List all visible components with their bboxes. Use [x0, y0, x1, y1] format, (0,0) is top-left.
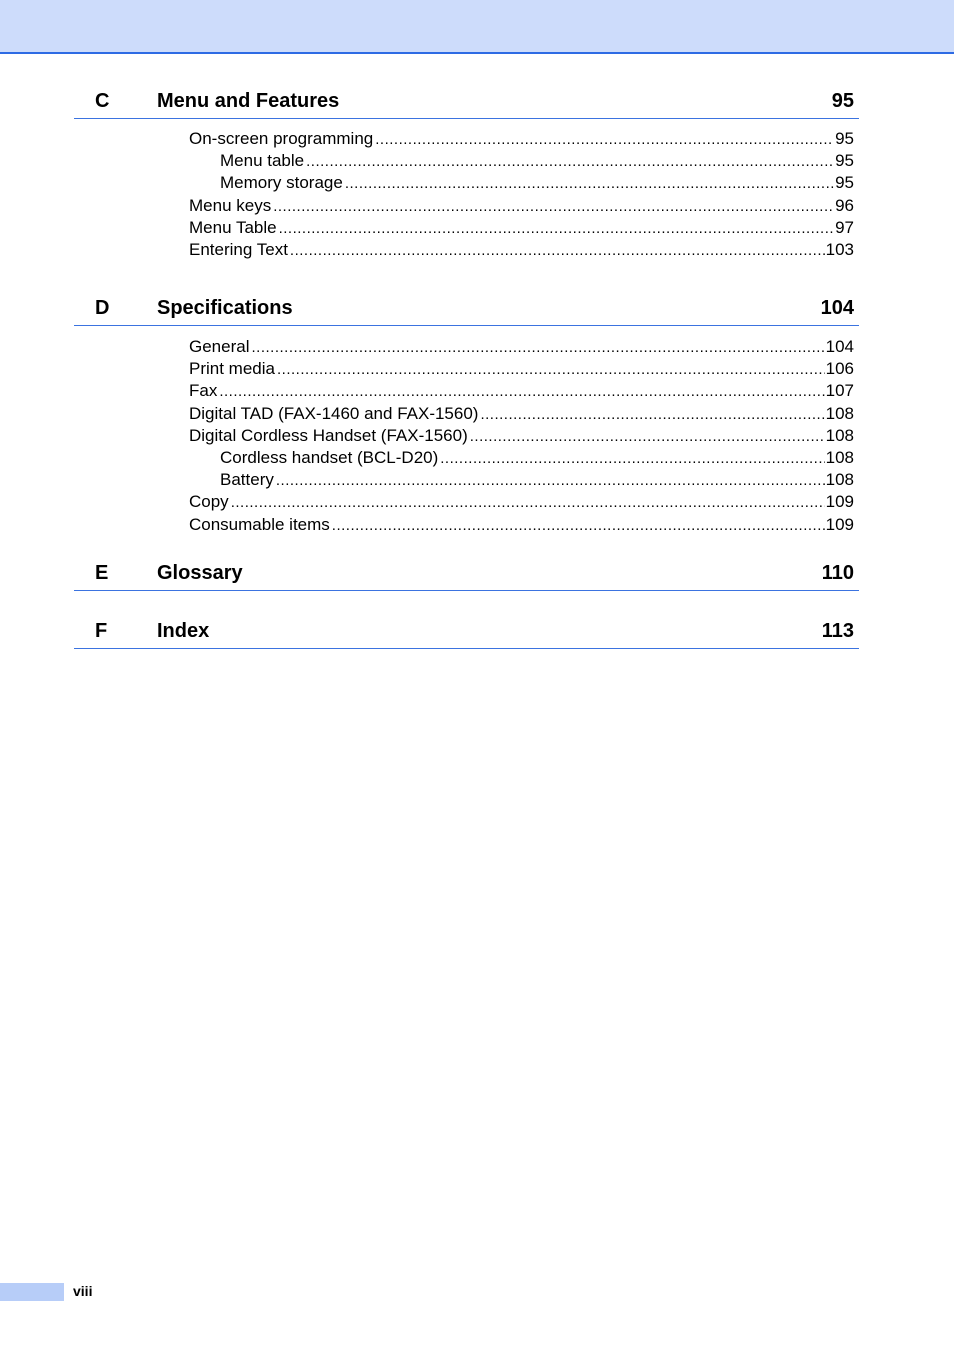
chapter-letter: E	[95, 562, 109, 584]
chapter-letter: F	[95, 620, 108, 642]
entry-page: 95	[835, 173, 854, 193]
chapter-page: 104	[820, 297, 854, 319]
dot-leader	[231, 492, 825, 513]
chapter-entries	[74, 326, 859, 557]
dot-leader	[276, 470, 825, 491]
entry-title: Cordless handset (BCL-D20)	[220, 447, 439, 467]
entry-title: Consumable items	[189, 514, 330, 534]
entry-title: Digital Cordless Handset (FAX-1560)	[189, 425, 468, 445]
entry-title: Menu keys	[189, 195, 272, 215]
toc-entry[interactable]	[189, 403, 854, 425]
chapter-letter: C	[95, 90, 110, 112]
entry-page: 109	[825, 492, 854, 512]
chapter-entries	[74, 119, 859, 279]
entry-title: Menu table	[220, 151, 305, 171]
toc-entry[interactable]	[220, 150, 854, 172]
dot-leader	[277, 359, 825, 380]
entry-page: 106	[825, 359, 854, 379]
entry-page: 109	[825, 514, 854, 534]
entry-page: 95	[835, 151, 854, 171]
toc-entry[interactable]	[189, 425, 854, 447]
footer-page-number: viii	[73, 1283, 93, 1299]
dot-leader	[279, 218, 834, 239]
dot-leader	[345, 173, 834, 194]
entry-page: 95	[835, 129, 854, 148]
toc-entry[interactable]	[189, 128, 854, 150]
toc-entry[interactable]	[189, 491, 854, 513]
entry-page: 108	[825, 425, 854, 445]
entry-page: 96	[835, 195, 854, 215]
dot-leader	[251, 337, 824, 358]
dot-leader	[440, 448, 824, 469]
chapter-d	[74, 293, 859, 557]
table-of-contents	[74, 86, 859, 649]
toc-entry[interactable]	[220, 469, 854, 491]
chapter-f	[74, 616, 859, 649]
entry-page: 104	[825, 337, 854, 356]
toc-entry[interactable]	[189, 380, 854, 402]
chapter-page: 110	[821, 562, 854, 584]
chapter-title: Index	[157, 620, 210, 642]
toc-entry[interactable]	[220, 172, 854, 194]
dot-leader	[375, 129, 834, 150]
dot-leader	[219, 381, 824, 402]
toc-entry[interactable]	[189, 195, 854, 217]
header-band	[0, 0, 954, 54]
footer-tab	[0, 1283, 64, 1301]
chapter-letter: D	[95, 297, 110, 319]
dot-leader	[273, 196, 834, 217]
toc-entry[interactable]	[189, 217, 854, 239]
chapter-e	[74, 558, 859, 591]
entry-title: Battery	[220, 470, 274, 490]
toc-entry[interactable]	[220, 447, 854, 469]
entry-title: Print media	[189, 359, 275, 379]
entry-title: Fax	[189, 381, 218, 401]
entry-page: 108	[825, 470, 854, 490]
dot-leader	[306, 151, 834, 172]
chapter-heading[interactable]	[74, 616, 859, 649]
toc-entry[interactable]	[189, 239, 854, 261]
dot-leader	[290, 240, 825, 261]
entry-title: General	[189, 337, 250, 356]
chapter-heading[interactable]	[74, 558, 859, 591]
chapter-heading[interactable]	[74, 293, 859, 326]
entry-page: 107	[825, 381, 854, 401]
chapter-page: 95	[831, 90, 854, 112]
dot-leader	[332, 515, 825, 536]
entry-title: Memory storage	[220, 173, 343, 193]
chapter-c	[74, 86, 859, 279]
entry-page: 108	[825, 447, 854, 467]
entry-title: On-screen programming	[189, 129, 374, 148]
entry-page: 108	[825, 403, 854, 423]
entry-title: Menu Table	[189, 217, 277, 237]
entry-page: 97	[835, 217, 854, 237]
chapter-title: Menu and Features	[157, 90, 340, 112]
dot-leader	[470, 426, 825, 447]
dot-leader	[480, 404, 824, 425]
chapter-heading[interactable]	[74, 86, 859, 119]
entry-title: Digital TAD (FAX-1460 and FAX-1560)	[189, 403, 479, 423]
chapter-title: Glossary	[157, 562, 243, 584]
entry-page: 103	[825, 239, 854, 259]
toc-entry[interactable]	[189, 514, 854, 536]
toc-entry[interactable]	[189, 336, 854, 358]
toc-entry[interactable]	[189, 358, 854, 380]
chapter-page: 113	[821, 620, 854, 642]
chapter-title: Specifications	[157, 297, 293, 319]
entry-title: Entering Text	[189, 239, 288, 259]
entry-title: Copy	[189, 492, 229, 512]
